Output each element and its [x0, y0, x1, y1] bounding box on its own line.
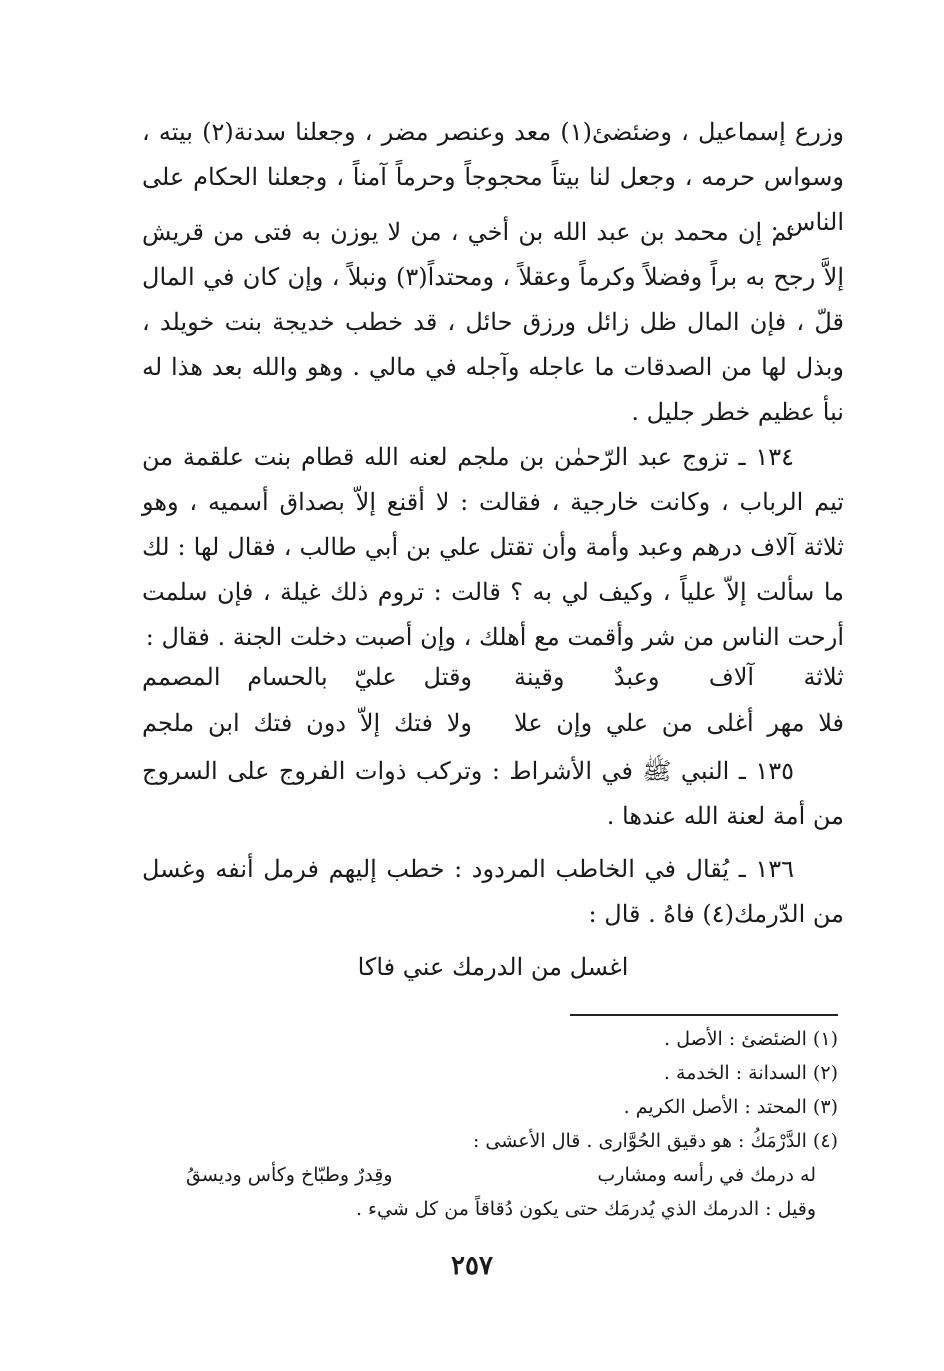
footnote-1: (١) الضئضئ : الأصل .	[664, 1028, 838, 1050]
footnote-2: (٢) السدانة : الخدمة .	[663, 1062, 838, 1084]
paragraph-134	[142, 435, 844, 660]
verse-first-hemistich: ثلاثة آلاف وعبدٌ وقينة	[514, 663, 844, 691]
verse-second-hemistich: وقتل عليّ بالحسام المصمم	[142, 663, 472, 691]
footnotes	[142, 1022, 838, 1226]
paragraph-135	[142, 749, 844, 839]
paragraph-text: ثم إن محمد بن عبد الله بن أخي ، من لا يوزن به فتى من قريش إلاَّ رجح به براً وفضلاً وكرماً وعقلاً ، ومحتداً(٣) ونبلاً ، وإن كان في المال قلّ ، فإن المال ظل زائل ورزق حائل ، قد خطب خديجة بنت خويلد ، وبذل لها من الصدقات ما عاجله وآجله في مالي . وهو والله بعد هذا له نبأ عظيم خطر جليل .	[142, 218, 844, 426]
verse-second-hemistich: ولا فتك إلاّ دون فتك ابن ملجم	[142, 709, 472, 737]
footnote-4-tail: وقيل : الدرمك الذي يُدرمَك حتى يكون دُقاقاً من كل شيء .	[355, 1198, 816, 1220]
verse-line-1	[142, 654, 844, 700]
footnote-4-verse	[186, 1158, 816, 1192]
footnote-verse-first: له درمك في رأسه ومشارب	[597, 1164, 816, 1186]
paragraph-text: ١٣٦ ـ يُقال في الخاطب المردود : خطب إليهم فرمل أنفه وغسل من الدّرمك(٤) فاهُ . قال :	[142, 855, 844, 928]
paragraph-136	[142, 847, 844, 937]
verse-line-2	[142, 700, 844, 746]
footnote-3: (٣) المحتد : الأصل الكريم .	[623, 1096, 838, 1118]
paragraph-text: ١٣٥ ـ النبي ﷺ في الأشراط : وتركب ذوات الفروج على السروج من أمة لعنة الله عندها .	[142, 757, 844, 830]
poem-verses	[142, 654, 844, 746]
center-verse: اغسل من الدرمك عني فاكا	[357, 953, 629, 981]
paragraph-text: ١٣٤ ـ تزوج عبد الرّحمٰن بن ملجم لعنه الله قطام بنت علقمة من تيم الرباب ، وكانت خارجية ، فقالت : لا أقنع إلاّ بصداق أسميه ، وهو ثلاثة آلاف درهم وعبد وأمة وأن تقتل علي بن أبي طالب ، فقال لها : لك ما سألت إلاّ علياً ، وكيف لي به ؟ قالت : تروم ذلك غيلة ، فإن سلمت أرحت الناس من شر وأقمت مع أهلك ، وإن أصبت دخلت الجنة . فقال :	[142, 443, 844, 651]
footnote-4: (٤) الدَّرْمَكُ : هو دقيق الحُوَّارى . قال الأعشى :	[472, 1130, 838, 1152]
page-number: ٢٥٧	[451, 1251, 493, 1281]
verse-first-hemistich: فلا مهر أغلى من علي وإن علا	[514, 709, 844, 737]
paragraph-text: وزرع إسماعيل ، وضئضئ(١) معد وعنصر مضر ، وجعلنا سدنة(٢) بيته ، وسواس حرمه ، وجعل لنا بيتاً محجوجاً وحرماً آمناً ، وجعلنا الحكام على الناس .	[142, 118, 844, 236]
footnote-verse-second: وقِدرٌ وطبّاخ وكأس وديسقُ	[186, 1164, 393, 1186]
footnote-divider	[570, 1014, 838, 1016]
paragraph-muhammad	[142, 210, 844, 435]
